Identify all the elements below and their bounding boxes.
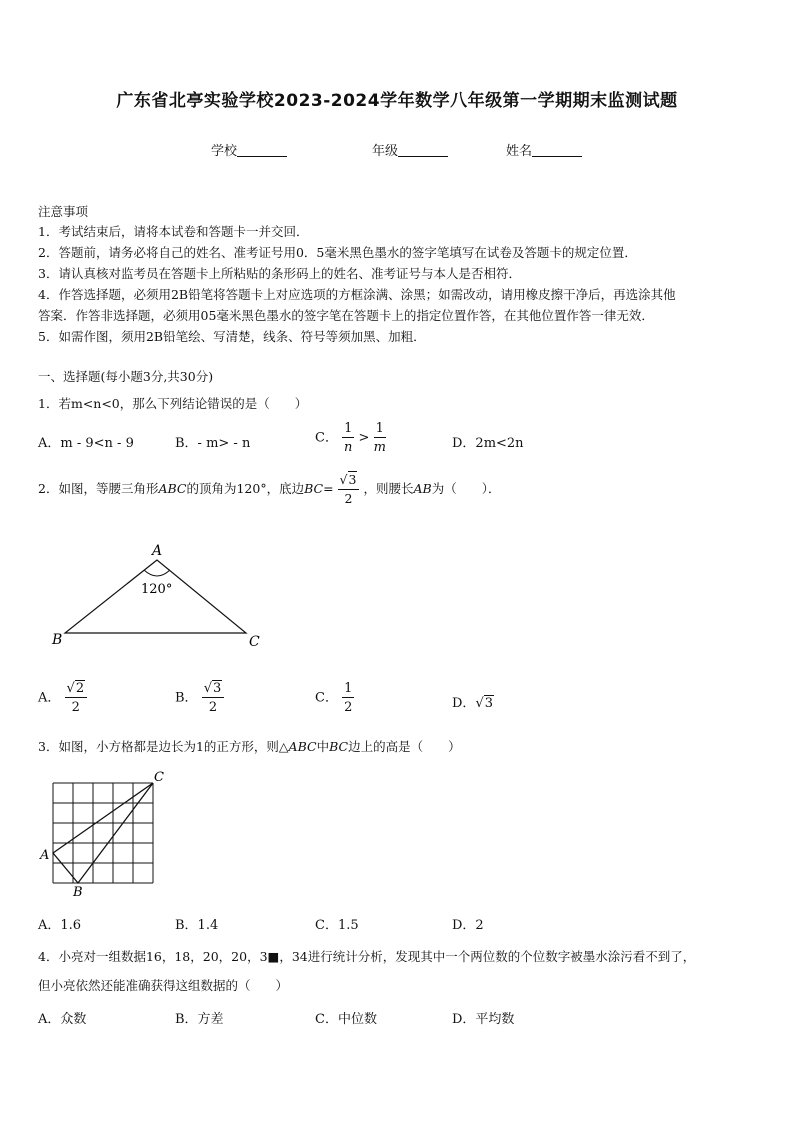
q1-option-c[interactable]: C． $\frac{1}{n}$ > $\frac{1}{m}$ [315, 421, 386, 455]
question-2-stem: 2．如图，等腰三角形ABC的顶角为120°，底边BC= $\frac{√3}{2}$ ，则腰长AB为（ ）． [38, 472, 501, 506]
notice-heading: 注意事项 [38, 204, 89, 219]
vertex-label-a: A [40, 848, 50, 863]
notice-item: 1．考试结束后，请将本试卷和答题卡一并交回． [38, 224, 309, 239]
notice-item: 3．请认真核对监考员在答题卡上所粘贴的条形码上的姓名、准考证号与本人是否相符． [38, 266, 521, 281]
question-3-stem: 3．如图，小方格都是边长为1的正方形，则△ABC中BC边上的高是（ ） [38, 739, 461, 754]
vertex-label-b: B [73, 885, 83, 900]
q2-option-a[interactable]: A． $\frac{√2}{2}$ [38, 682, 87, 714]
question-4-stem-line1: 4．小亮对一组数据16，18，20，20，3■，34进行统计分析，发现其中一个两位数的个位数字被墨水涂污看不到了， [38, 949, 696, 964]
vertex-label-c: C [249, 634, 260, 650]
vertex-label-a: A [152, 543, 163, 559]
fraction-1-over-m: $\frac{1}{m}$ [373, 421, 386, 455]
notice-item: 答案．作答非选择题，必须用05毫米黑色墨水的签字笔在答题卡上的指定位置作答，在其他位置作答一律无效． [38, 308, 654, 323]
vertex-label-b: B [52, 632, 63, 648]
q4-option-a[interactable]: A．众数 [38, 1012, 87, 1027]
fraction-sqrt3-over-2: $\frac{√3}{2}$ [338, 474, 360, 505]
q2-option-c[interactable]: C． $\frac{1}{2}$ [315, 681, 353, 715]
q3-option-b[interactable]: B．1.4 [175, 918, 219, 933]
q3-option-a[interactable]: A．1.6 [38, 918, 82, 933]
q2-option-b[interactable]: B． $\frac{√3}{2}$ [175, 682, 224, 714]
question-4-stem-line2: 但小亮依然还能准确获得这组数据的（ ） [38, 978, 289, 993]
notice-item: 5．如需作图，须用2B铅笔绘、写清楚，线条、符号等须加黑、加粗． [38, 329, 426, 344]
q1-option-a[interactable]: A．m - 9<n - 9 [38, 436, 134, 451]
q4-option-c[interactable]: C．中位数 [315, 1012, 377, 1027]
q3-option-d[interactable]: D．2 [452, 918, 484, 933]
q1-option-b[interactable]: B．- m> - n [175, 436, 251, 451]
grade-field[interactable]: 年级 [372, 140, 448, 159]
page-title: 广东省北亭实验学校2023-2024学年数学八年级第一学期期末监测试题 [116, 91, 678, 111]
q1-option-d[interactable]: D．2m<2n [452, 436, 524, 451]
name-field[interactable]: 姓名 [506, 140, 582, 159]
question-1-stem: 1．若m<n<0，那么下列结论错误的是（ ） [38, 396, 308, 411]
section-heading: 一、选择题(每小题3分,共30分) [38, 369, 214, 384]
q3-option-c[interactable]: C．1.5 [315, 918, 359, 933]
angle-label: 120° [141, 582, 173, 597]
q2-option-d[interactable]: D．√3 [452, 696, 494, 711]
q4-option-d[interactable]: D．平均数 [452, 1012, 515, 1027]
school-field[interactable]: 学校 [211, 140, 287, 159]
isosceles-triangle-figure [40, 538, 280, 653]
grid-triangle-figure [36, 768, 171, 900]
notice-item: 2．答题前，请务必将自己的姓名、准考证号用0．5毫米黑色墨水的签字笔填写在试卷及答题卡的规定位置． [38, 245, 637, 260]
fraction-1-over-n: $\frac{1}{n}$ [344, 421, 353, 455]
notice-item: 4．作答选择题，必须用2B铅笔将答题卡上对应选项的方框涂满、涂黑；如需改动，请用橡皮擦干净后，再选涂其他 [38, 287, 676, 302]
vertex-label-c: C [154, 770, 164, 785]
q4-option-b[interactable]: B．方差 [175, 1012, 224, 1027]
